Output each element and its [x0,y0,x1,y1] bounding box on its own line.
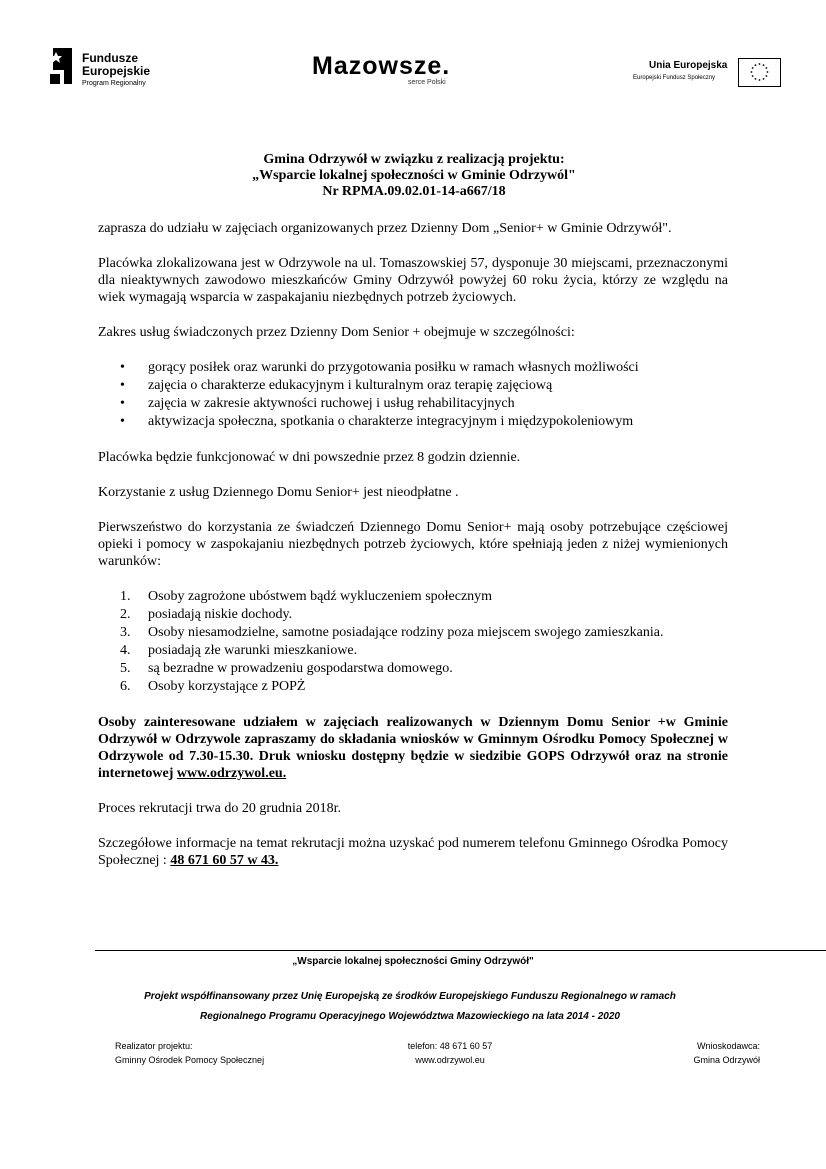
list-item: 6. Osoby korzystające z POPŻ [120,679,306,694]
footer-phone: telefon: 48 671 60 57 [407,1041,493,1051]
unia-europejska-logo [633,58,783,88]
footer-implementer [115,1039,365,1067]
fe-logo-line3: Program Regionalny [82,80,146,87]
implementer-label: Realizator projektu: [115,1041,193,1051]
mazowsze-wordmark: Mazowsze. [312,52,451,80]
paragraph-free: Korzystanie z usług Dziennego Domu Senior+ jest nieodpłatne . [98,485,459,500]
mazowsze-subtitle: serce Polski [408,79,446,86]
website-link[interactable]: www.odrzywol.eu. [176,766,287,781]
paragraph-scope-intro: Zakres usług świadczonych przez Dzienny Dom Senior + obejmuje w szczególności: [98,325,575,340]
paragraph-applications: Osoby zainteresowane udziałem w zajęciach realizowanych w Dziennym Domu Senior +w Gminie Odrzywół w Odrzywole zapraszamy do składania wniosków w Gminnym Ośrodku Pomocy Społecznej w Odrzywole od 7.30-15.30. Druk wniosku dostępny będzie w siedzibie GOPS Odrzywół oraz na stronie internetowej www.odrzywol.eu. [98,715,728,781]
paragraph-hours: Placówka będzie funkcjonować w dni powszednie przez 8 godzin dziennie. [98,450,521,465]
conditions-list [98,588,728,696]
list-item: • zajęcia w zakresie aktywności ruchowej i usług rehabilitacyjnych [120,396,515,411]
list-item: • aktywizacja społeczna, spotkania o charakterze integracyjnym i międzypokoleniowym [120,414,634,429]
fe-logo-line1: Fundusze [82,51,138,65]
services-list [98,359,728,431]
document-title [100,152,728,200]
cofinancing-line1: Projekt współfinansowany przez Unię Europejską ze środków Europejskiego Funduszu Regionalnego w ramach [144,991,676,1002]
paragraph-recruitment-deadline: Proces rekrutacji trwa do 20 grudnia 2018r. [98,801,341,816]
fe-star-icon [50,48,72,84]
list-item: 2. posiadają niskie dochody. [120,607,293,622]
title-line3: Nr RPMA.09.02.01-14-a667/18 [322,184,506,199]
paragraph-contact: Szczegółowe informacje na temat rekrutacji można uzyskać pod numerem telefonu Gminnego Ośrodka Pomocy Społecznej : 48 671 60 57 w 43. [98,836,728,868]
phone-number: 48 671 60 57 w 43. [170,853,279,868]
paragraph-location: Placówka zlokalizowana jest w Odrzywole na ul. Tomaszowskiej 57, dysponuje 30 miejscami, przeznaczonymi dla nieaktywnych zawodowo mieszkańców Gminy Odrzywół powyżej 60 roku życia, którzy ze względu na wiek wymagają wsparcia w zaspakajaniu niezbędnych potrzeb życiowych. [98,256,728,305]
paragraph-priority: Pierwszeństwo do korzystania ze świadczeń Dziennego Domu Senior+ mają osoby potrzebujące częściowej opieki i pomocy w zaspokajaniu niezbędnych potrzeb życiowych, które spełniają jeden z niżej wymienionych warunków: [98,520,728,569]
footer-cofinancing [100,987,720,1027]
title-line1: Gmina Odrzywół w związku z realizacją projektu: [263,152,565,167]
footer-website[interactable]: www.odrzywol.eu [415,1055,485,1065]
footer-contact [380,1039,520,1067]
list-item: 1. Osoby zagrożone ubóstwem bądź wykluczeniem społecznym [120,589,493,604]
footer-project-title: „Wsparcie lokalnej społeczności Gminy Odrzywół" [292,956,534,967]
list-item: 4. posiadają złe warunki mieszkaniowe. [120,643,358,658]
eu-flag-icon [738,58,781,87]
cofinancing-line2: Regionalnego Programu Operacyjnego Województwa Mazowieckiego na lata 2014 - 2020 [200,1011,620,1022]
list-item: 3. Osoby niesamodzielne, samotne posiadające rodziny poza miejscem swojego zamieszkania. [120,625,664,640]
title-line2: „Wsparcie lokalnej społeczności w Gminie Odrzywól" [252,168,576,183]
ue-logo-line1: Unia Europejska [649,60,728,71]
fundusze-europejskie-logo [50,48,170,93]
document-body [98,220,728,869]
applicant-label: Wnioskodawca: [696,1041,760,1051]
mazowsze-logo [312,52,472,92]
footer-applicant [620,1039,760,1067]
paragraph-invitation: zaprasza do udziału w zajęciach organizowanych przez Dzienny Dom „Senior+ w Gminie Odrzywół". [98,221,672,236]
fe-logo-line2: Europejskie [82,64,151,78]
ue-logo-line2: Europejski Fundusz Społeczny [633,75,716,81]
applicant-name: Gmina Odrzywół [693,1055,760,1065]
list-item: • zajęcia o charakterze edukacyjnym i kulturalnym oraz terapię zajęciową [120,378,553,393]
list-item: 5. są bezradne w prowadzeniu gospodarstwa domowego. [120,661,453,676]
footer-divider [95,950,826,951]
list-item: • gorący posiłek oraz warunki do przygotowania posiłku w ramach własnych możliwości [120,360,639,375]
implementer-name: Gminny Ośrodek Pomocy Społecznej [115,1055,265,1065]
